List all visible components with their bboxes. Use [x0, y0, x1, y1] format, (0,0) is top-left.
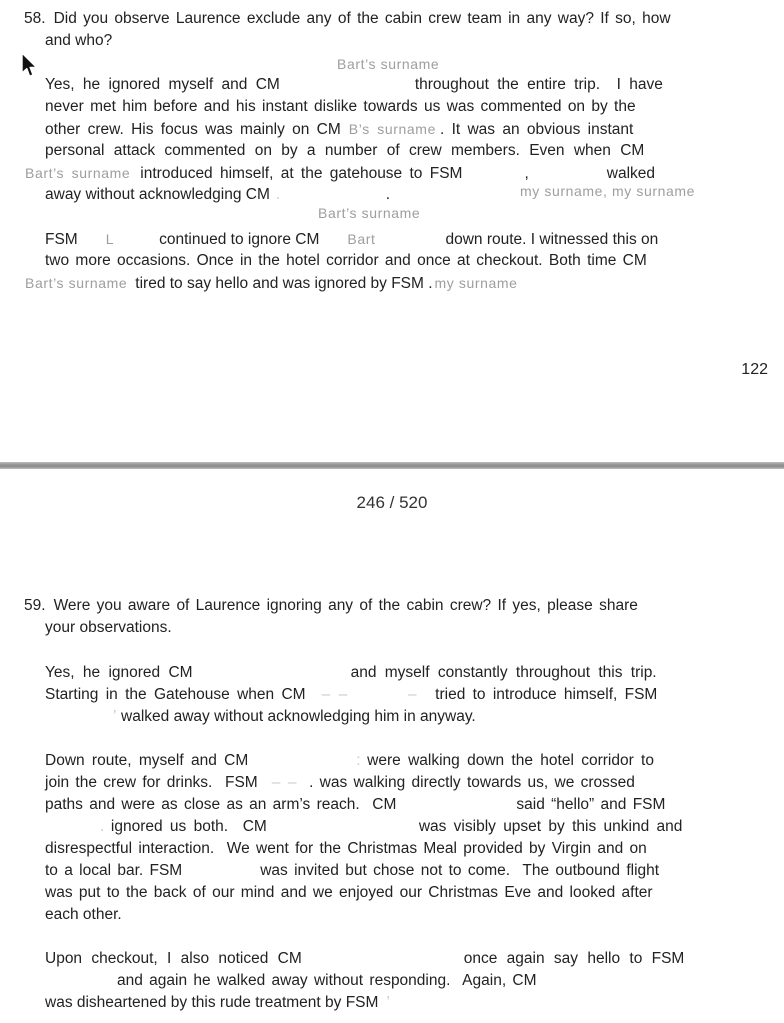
- text-line: [45, 663, 657, 683]
- faint-mark: – –: [271, 774, 298, 791]
- faint-mark: .: [275, 186, 281, 203]
- redaction-gap: [417, 698, 435, 699]
- redaction-gap: [258, 786, 272, 787]
- redaction-gap: [114, 243, 159, 244]
- faint-mark: ’: [113, 708, 118, 725]
- text-line: [45, 119, 633, 140]
- text-segment: disrespectful interaction. We went for the Christmas Meal provided by Virgin and on: [45, 840, 647, 857]
- redaction-gap: [341, 133, 349, 134]
- redaction-gap: [375, 243, 445, 244]
- text-line: [45, 685, 657, 705]
- text-line: [45, 883, 653, 903]
- text-segment: each other.: [45, 906, 122, 923]
- redaction-gap: [130, 177, 140, 178]
- text-segment: Did you observe Laurence exclude any of the cabin crew team in any way? If so, how: [53, 10, 671, 27]
- redaction-annotation: L: [105, 231, 115, 247]
- redaction-gap: [45, 720, 113, 721]
- text-segment: join the crew for drinks. FSM: [45, 774, 258, 791]
- redaction-annotation: my surname, my surname: [520, 183, 696, 199]
- text-line: [45, 229, 658, 250]
- text-segment: personal attack commented on by a number of crew members. Even when CM: [45, 142, 645, 159]
- text-line: [45, 817, 682, 837]
- text-segment: 59.: [24, 597, 46, 614]
- redaction-gap: [348, 698, 408, 699]
- redaction-gap: [462, 177, 524, 178]
- text-segment: said “hello” and FSM: [516, 796, 666, 813]
- redaction-annotation: B’s surname: [348, 121, 436, 137]
- redaction-annotation: Bart’s surname: [337, 56, 440, 72]
- text-line: [45, 75, 663, 95]
- text-segment: Yes, he ignored CM: [45, 664, 193, 681]
- redaction-annotation: Bart’s surname: [25, 275, 128, 291]
- text-line: [45, 251, 647, 271]
- redaction-gap: [267, 830, 419, 831]
- redaction-annotation-line: [318, 203, 420, 223]
- redaction-gap: [306, 698, 322, 699]
- text-segment: ignored us both. CM: [110, 818, 267, 835]
- text-segment: and myself constantly throughout this trip.: [350, 664, 657, 681]
- text-line: [45, 773, 635, 793]
- text-line: [45, 97, 636, 117]
- redaction-gap: [529, 177, 607, 178]
- text-segment: . was walking directly towards us, we crossed: [309, 774, 635, 791]
- text-segment: .: [385, 186, 391, 203]
- redaction-gap: [193, 676, 351, 677]
- text-segment: FSM: [45, 231, 78, 248]
- text-segment: . It was an obvious instant: [439, 121, 634, 138]
- text-segment: your observations.: [45, 619, 172, 636]
- text-segment: two more occasions. Once in the hotel corridor and once at checkout. Both time CM: [45, 252, 647, 269]
- text-line: [25, 273, 518, 294]
- text-segment: 122: [741, 361, 768, 378]
- text-segment: Starting in the Gatehouse when CM: [45, 686, 306, 703]
- text-segment: Down route, myself and CM: [45, 752, 249, 769]
- faint-mark: .: [100, 818, 105, 835]
- question-58-line-1: [24, 9, 671, 29]
- text-line: [45, 795, 665, 815]
- text-line: [45, 861, 659, 881]
- text-segment: throughout the entire trip. I have: [414, 76, 663, 93]
- redaction-gap: [46, 609, 54, 610]
- text-segment: were walking down the hotel corridor to: [367, 752, 654, 769]
- page-divider: [0, 462, 784, 469]
- mouse-cursor: [20, 52, 40, 80]
- faint-mark: ’: [386, 994, 391, 1011]
- faint-mark: – –: [321, 686, 348, 703]
- text-segment: other crew. His focus was mainly on CM: [45, 121, 341, 138]
- redaction-annotation: Bart: [347, 231, 376, 247]
- text-line: [45, 141, 644, 161]
- text-line: [45, 949, 684, 969]
- redaction-annotation: my surname: [434, 275, 518, 291]
- faint-mark: :: [356, 752, 362, 769]
- redaction-gap: [45, 984, 117, 985]
- text-segment: and who?: [45, 32, 113, 49]
- redaction-gap: [45, 830, 100, 831]
- redaction-gap: [297, 786, 309, 787]
- redaction-gap: [396, 808, 516, 809]
- text-segment: introduced himself, at the gatehouse to FSM: [140, 165, 463, 182]
- text-segment: Were you aware of Laurence ignoring any of the cabin crew? If yes, please share: [53, 597, 638, 614]
- text-segment: walked: [606, 165, 656, 182]
- redaction-gap: [78, 243, 106, 244]
- text-segment: tried to introduce himself, FSM: [435, 686, 658, 703]
- text-line: [45, 839, 647, 859]
- text-segment: 58.: [24, 10, 46, 27]
- redaction-gap: [281, 198, 386, 199]
- page-number: [741, 360, 768, 380]
- text-segment: and again he walked away without responding. Again, CM: [117, 972, 537, 989]
- text-segment: down route. I witnessed this on: [445, 231, 659, 248]
- redaction-gap: [302, 962, 464, 963]
- text-segment: once again say hello to FSM: [463, 950, 685, 967]
- text-segment: was visibly upset by this unkind and: [418, 818, 683, 835]
- text-segment: was disheartened by this rude treatment by FSM: [45, 994, 379, 1011]
- text-segment: tired to say hello and was ignored by FSM .: [135, 275, 433, 292]
- redaction-annotation: Bart’s surname: [25, 165, 131, 181]
- text-line: [45, 707, 476, 727]
- redaction-annotation-line: [520, 181, 695, 201]
- faint-mark: –: [407, 686, 418, 703]
- text-segment: Yes, he ignored myself and CM: [45, 76, 280, 93]
- redaction-annotation-line: [337, 54, 439, 74]
- page-counter: 246 / 520: [356, 493, 428, 512]
- text-segment: was put to the back of our mind and we enjoyed our Christmas Eve and looked after: [45, 884, 653, 901]
- redaction-gap: [248, 764, 356, 765]
- question-58-line-2: [45, 31, 112, 51]
- text-segment: Upon checkout, I also noticed CM: [45, 950, 302, 967]
- redaction-gap: [319, 243, 347, 244]
- question-59-line-2: [45, 618, 172, 638]
- text-segment: walked away without acknowledging him in anyway.: [121, 708, 476, 725]
- text-segment: continued to ignore CM: [159, 231, 320, 248]
- redaction-annotation: Bart’s surname: [318, 205, 421, 221]
- text-segment: ,: [524, 165, 529, 182]
- redaction-gap: [182, 874, 260, 875]
- text-segment: was invited but chose not to come. The outbound flight: [260, 862, 660, 879]
- redaction-gap: [280, 88, 415, 89]
- text-line: [45, 971, 537, 991]
- redaction-gap: [46, 22, 54, 23]
- text-segment: never met him before and his instant dislike towards us was commented on by the: [45, 98, 636, 115]
- text-line: [45, 751, 654, 771]
- text-segment: paths and were as close as an arm’s reach. CM: [45, 796, 397, 813]
- text-segment: to a local bar. FSM: [45, 862, 183, 879]
- text-line: [45, 905, 122, 925]
- text-line: [45, 185, 390, 205]
- text-line: [45, 993, 390, 1013]
- question-59-line-1: [24, 596, 638, 616]
- text-segment: away without acknowledging CM: [45, 186, 270, 203]
